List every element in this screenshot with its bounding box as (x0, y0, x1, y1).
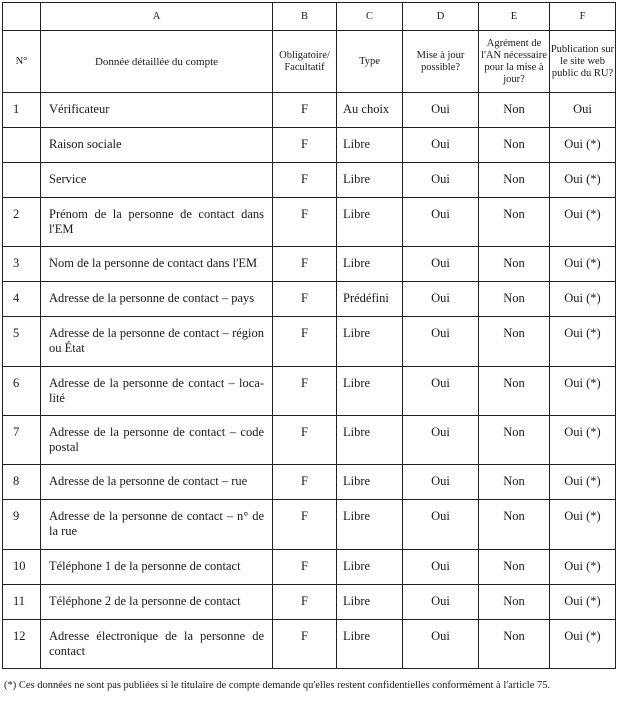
row-type: Prédéfini (337, 282, 403, 317)
row-desc: Adresse de la personne de contact – rue (41, 465, 273, 500)
row-mandatory: F (273, 550, 337, 585)
row-mandatory: F (273, 367, 337, 416)
row-updatable: Oui (403, 163, 479, 198)
row-num: 5 (3, 317, 41, 367)
column-header-row (3, 31, 616, 93)
row-type: Libre (337, 465, 403, 500)
row-num: 3 (3, 247, 41, 282)
row-num: 9 (3, 500, 41, 550)
column-letter-d: D (403, 3, 479, 31)
row-desc: Adresse de la personne de contact – pays (41, 282, 273, 317)
table-row (3, 500, 616, 550)
header-type: Type (337, 31, 403, 93)
row-desc: Adresse de la personne de contact – région ou État (41, 317, 273, 367)
row-publication: Oui (*) (550, 163, 616, 198)
row-mandatory: F (273, 500, 337, 550)
row-approval: Non (479, 416, 550, 465)
row-approval: Non (479, 247, 550, 282)
row-num: 1 (3, 93, 41, 128)
row-publication: Oui (*) (550, 416, 616, 465)
row-publication: Oui (*) (550, 620, 616, 669)
row-updatable: Oui (403, 585, 479, 620)
row-mandatory: F (273, 128, 337, 163)
row-desc: Téléphone 1 de la personne de contact (41, 550, 273, 585)
header-updatable: Mise à jour possible? (403, 31, 479, 93)
row-mandatory: F (273, 416, 337, 465)
row-approval: Non (479, 367, 550, 416)
row-approval: Non (479, 128, 550, 163)
table-row (3, 128, 616, 163)
row-mandatory: F (273, 317, 337, 367)
row-approval: Non (479, 500, 550, 550)
row-desc: Adresse de la personne de contact – loca-lité (41, 367, 273, 416)
row-mandatory: F (273, 620, 337, 669)
row-updatable: Oui (403, 416, 479, 465)
row-publication: Oui (*) (550, 247, 616, 282)
row-type: Libre (337, 317, 403, 367)
row-mandatory: F (273, 163, 337, 198)
row-publication: Oui (*) (550, 585, 616, 620)
row-mandatory: F (273, 585, 337, 620)
table-row (3, 247, 616, 282)
row-approval: Non (479, 163, 550, 198)
header-desc: Donnée détaillée du compte (41, 31, 273, 93)
row-approval: Non (479, 282, 550, 317)
column-letter-b: B (273, 3, 337, 31)
row-mandatory: F (273, 93, 337, 128)
row-desc: Vérificateur (41, 93, 273, 128)
row-approval: Non (479, 317, 550, 367)
row-mandatory: F (273, 465, 337, 500)
row-publication: Oui (*) (550, 500, 616, 550)
row-mandatory: F (273, 247, 337, 282)
footnote: (*) Ces données ne sont pas publiées si le titulaire de compte demande qu'elles restent confidentielles conformément à l'article 75. (4, 680, 551, 691)
row-publication: Oui (*) (550, 198, 616, 247)
row-publication: Oui (*) (550, 550, 616, 585)
row-type: Libre (337, 550, 403, 585)
row-type: Libre (337, 247, 403, 282)
row-desc: Adresse de la personne de contact – n° de la rue (41, 500, 273, 550)
row-desc: Adresse de la personne de contact – code postal (41, 416, 273, 465)
row-updatable: Oui (403, 465, 479, 500)
header-num: N° (3, 31, 41, 93)
table-row (3, 620, 616, 669)
row-updatable: Oui (403, 367, 479, 416)
row-publication: Oui (*) (550, 317, 616, 367)
table-row (3, 585, 616, 620)
row-desc: Adresse électronique de la personne de contact (41, 620, 273, 669)
row-type: Libre (337, 620, 403, 669)
row-type: Libre (337, 128, 403, 163)
row-desc: Raison sociale (41, 128, 273, 163)
row-num: 4 (3, 282, 41, 317)
table-row (3, 416, 616, 465)
column-letter-row (3, 3, 616, 31)
row-mandatory: F (273, 282, 337, 317)
row-num (3, 128, 41, 163)
row-desc: Nom de la personne de contact dans l'EM (41, 247, 273, 282)
row-publication: Oui (550, 93, 616, 128)
row-type: Libre (337, 416, 403, 465)
row-updatable: Oui (403, 93, 479, 128)
header-mandatory: Obligatoire/ Facultatif (273, 31, 337, 93)
row-updatable: Oui (403, 128, 479, 163)
row-type: Libre (337, 163, 403, 198)
row-approval: Non (479, 198, 550, 247)
row-num: 6 (3, 367, 41, 416)
column-letter-c: C (337, 3, 403, 31)
row-approval: Non (479, 465, 550, 500)
row-updatable: Oui (403, 500, 479, 550)
row-publication: Oui (*) (550, 282, 616, 317)
row-num: 11 (3, 585, 41, 620)
table-row (3, 93, 616, 128)
row-updatable: Oui (403, 198, 479, 247)
table-row (3, 198, 616, 247)
row-type: Libre (337, 500, 403, 550)
row-type: Libre (337, 367, 403, 416)
row-num: 12 (3, 620, 41, 669)
row-updatable: Oui (403, 620, 479, 669)
row-num (3, 163, 41, 198)
table-row (3, 550, 616, 585)
row-publication: Oui (*) (550, 465, 616, 500)
row-updatable: Oui (403, 317, 479, 367)
row-updatable: Oui (403, 550, 479, 585)
column-letter-e: E (479, 3, 550, 31)
row-desc: Prénom de la personne de contact dans l'EM (41, 198, 273, 247)
row-num: 7 (3, 416, 41, 465)
row-type: Libre (337, 198, 403, 247)
column-letter-blank (3, 3, 41, 31)
row-approval: Non (479, 620, 550, 669)
row-publication: Oui (*) (550, 367, 616, 416)
row-publication: Oui (*) (550, 128, 616, 163)
row-updatable: Oui (403, 247, 479, 282)
row-num: 2 (3, 198, 41, 247)
column-letter-f: F (550, 3, 616, 31)
table-row (3, 367, 616, 416)
row-mandatory: F (273, 198, 337, 247)
table-row (3, 317, 616, 367)
row-updatable: Oui (403, 282, 479, 317)
row-desc: Téléphone 2 de la personne de contact (41, 585, 273, 620)
table-row (3, 465, 616, 500)
row-approval: Non (479, 93, 550, 128)
header-approval: Agrément de l'AN nécessaire pour la mise à jour? (479, 31, 550, 93)
column-letter-a: A (41, 3, 273, 31)
row-type: Libre (337, 585, 403, 620)
row-approval: Non (479, 585, 550, 620)
account-data-table (2, 2, 616, 669)
row-type: Au choix (337, 93, 403, 128)
row-num: 10 (3, 550, 41, 585)
row-num: 8 (3, 465, 41, 500)
row-desc: Service (41, 163, 273, 198)
header-publication: Publication sur le site web public du RU? (550, 31, 616, 93)
table-row (3, 163, 616, 198)
row-approval: Non (479, 550, 550, 585)
table-row (3, 282, 616, 317)
